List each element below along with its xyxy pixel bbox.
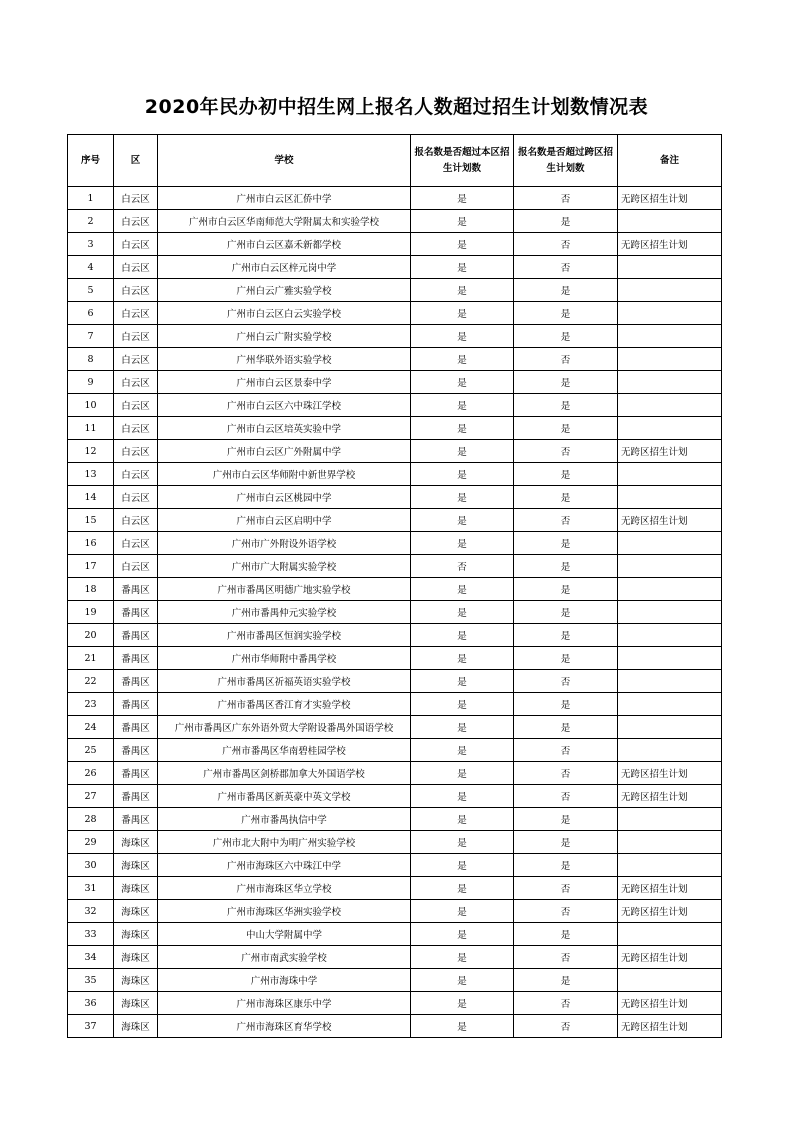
cell-note [618, 371, 722, 394]
cell-over-own-district: 是 [411, 670, 514, 693]
cell-over-cross-district: 是 [514, 647, 618, 670]
cell-over-own-district: 是 [411, 279, 514, 302]
cell-over-cross-district: 否 [514, 670, 618, 693]
cell-school: 广州市番禺区新英豪中英文学校 [158, 785, 411, 808]
cell-district: 番禺区 [114, 670, 158, 693]
cell-note: 无跨区招生计划 [618, 785, 722, 808]
cell-over-cross-district: 否 [514, 762, 618, 785]
cell-over-cross-district: 是 [514, 693, 618, 716]
cell-over-cross-district: 否 [514, 509, 618, 532]
cell-note: 无跨区招生计划 [618, 233, 722, 256]
cell-over-own-district: 是 [411, 808, 514, 831]
cell-no: 9 [68, 371, 114, 394]
cell-district: 白云区 [114, 256, 158, 279]
cell-note [618, 302, 722, 325]
cell-no: 28 [68, 808, 114, 831]
cell-over-cross-district: 是 [514, 854, 618, 877]
cell-school: 广州市番禺仲元实验学校 [158, 601, 411, 624]
cell-note [618, 601, 722, 624]
table-row [68, 923, 722, 946]
table-row [68, 371, 722, 394]
cell-over-own-district: 是 [411, 256, 514, 279]
cell-district: 白云区 [114, 371, 158, 394]
cell-over-own-district: 是 [411, 647, 514, 670]
cell-district: 海珠区 [114, 854, 158, 877]
cell-note [618, 647, 722, 670]
cell-no: 2 [68, 210, 114, 233]
cell-over-own-district: 是 [411, 509, 514, 532]
cell-over-own-district: 是 [411, 992, 514, 1015]
table-row [68, 900, 722, 923]
cell-school: 广州市番禺区剑桥郡加拿大外国语学校 [158, 762, 411, 785]
table-row [68, 762, 722, 785]
cell-note [618, 532, 722, 555]
cell-district: 白云区 [114, 348, 158, 371]
cell-no: 35 [68, 969, 114, 992]
cell-school: 广州市番禺区香江育才实验学校 [158, 693, 411, 716]
table-row [68, 325, 722, 348]
cell-school: 广州市番禺执信中学 [158, 808, 411, 831]
cell-over-own-district: 是 [411, 463, 514, 486]
cell-district: 海珠区 [114, 900, 158, 923]
cell-district: 白云区 [114, 233, 158, 256]
cell-district: 白云区 [114, 279, 158, 302]
cell-no: 12 [68, 440, 114, 463]
table-row [68, 624, 722, 647]
cell-over-cross-district: 否 [514, 233, 618, 256]
cell-note [618, 463, 722, 486]
cell-over-own-district: 是 [411, 900, 514, 923]
table-row [68, 808, 722, 831]
cell-no: 11 [68, 417, 114, 440]
cell-over-cross-district: 是 [514, 325, 618, 348]
table-row [68, 348, 722, 371]
cell-over-own-district: 是 [411, 762, 514, 785]
cell-no: 25 [68, 739, 114, 762]
table-row [68, 486, 722, 509]
header-district: 区 [114, 135, 158, 187]
cell-no: 17 [68, 555, 114, 578]
cell-no: 21 [68, 647, 114, 670]
cell-note [618, 578, 722, 601]
cell-over-cross-district: 是 [514, 601, 618, 624]
cell-note [618, 256, 722, 279]
cell-note [618, 624, 722, 647]
table-row [68, 877, 722, 900]
cell-district: 白云区 [114, 486, 158, 509]
table-row [68, 279, 722, 302]
cell-district: 白云区 [114, 187, 158, 210]
cell-note: 无跨区招生计划 [618, 440, 722, 463]
cell-no: 31 [68, 877, 114, 900]
cell-note [618, 831, 722, 854]
table-row [68, 256, 722, 279]
cell-over-own-district: 是 [411, 302, 514, 325]
cell-over-own-district: 是 [411, 831, 514, 854]
table-row [68, 417, 722, 440]
cell-school: 广州市白云区白云实验学校 [158, 302, 411, 325]
table-row [68, 647, 722, 670]
cell-district: 海珠区 [114, 877, 158, 900]
table-row [68, 739, 722, 762]
header-no: 序号 [68, 135, 114, 187]
cell-school: 广州市海珠中学 [158, 969, 411, 992]
cell-school: 广州市白云区启明中学 [158, 509, 411, 532]
header-over-cross-district: 报名数是否超过跨区招生计划数 [514, 135, 618, 187]
cell-school: 广州市白云区嘉禾新都学校 [158, 233, 411, 256]
cell-school: 广州市北大附中为明广州实验学校 [158, 831, 411, 854]
cell-note [618, 716, 722, 739]
cell-over-own-district: 是 [411, 578, 514, 601]
cell-no: 7 [68, 325, 114, 348]
cell-note [618, 210, 722, 233]
cell-district: 番禺区 [114, 624, 158, 647]
cell-district: 番禺区 [114, 578, 158, 601]
cell-no: 30 [68, 854, 114, 877]
cell-note: 无跨区招生计划 [618, 762, 722, 785]
table-row [68, 831, 722, 854]
cell-school: 广州市广外附设外语学校 [158, 532, 411, 555]
cell-over-own-district: 是 [411, 969, 514, 992]
cell-district: 白云区 [114, 417, 158, 440]
cell-over-own-district: 是 [411, 394, 514, 417]
cell-no: 10 [68, 394, 114, 417]
cell-district: 白云区 [114, 440, 158, 463]
cell-over-cross-district: 是 [514, 578, 618, 601]
cell-school: 广州白云广雅实验学校 [158, 279, 411, 302]
cell-over-cross-district: 是 [514, 210, 618, 233]
cell-over-own-district: 是 [411, 348, 514, 371]
cell-school: 广州市白云区六中珠江学校 [158, 394, 411, 417]
cell-no: 15 [68, 509, 114, 532]
table-row [68, 509, 722, 532]
cell-over-cross-district: 否 [514, 348, 618, 371]
cell-note: 无跨区招生计划 [618, 877, 722, 900]
cell-over-own-district: 是 [411, 325, 514, 348]
cell-school: 广州市海珠区华洲实验学校 [158, 900, 411, 923]
cell-district: 白云区 [114, 394, 158, 417]
cell-over-cross-district: 是 [514, 532, 618, 555]
cell-note [618, 555, 722, 578]
cell-district: 番禺区 [114, 762, 158, 785]
table-row [68, 187, 722, 210]
table-header-row [68, 135, 722, 187]
cell-note [618, 969, 722, 992]
cell-no: 6 [68, 302, 114, 325]
cell-over-own-district: 是 [411, 716, 514, 739]
cell-no: 34 [68, 946, 114, 969]
cell-no: 8 [68, 348, 114, 371]
header-note: 备注 [618, 135, 722, 187]
cell-note [618, 808, 722, 831]
cell-note [618, 417, 722, 440]
cell-school: 广州市白云区景泰中学 [158, 371, 411, 394]
cell-over-own-district: 是 [411, 624, 514, 647]
cell-note [618, 279, 722, 302]
cell-over-cross-district: 是 [514, 923, 618, 946]
cell-over-own-district: 是 [411, 187, 514, 210]
cell-note [618, 923, 722, 946]
cell-school: 广州市海珠区康乐中学 [158, 992, 411, 1015]
cell-school: 广州市华师附中番禺学校 [158, 647, 411, 670]
cell-note: 无跨区招生计划 [618, 900, 722, 923]
table-body [68, 187, 722, 1038]
header-school: 学校 [158, 135, 411, 187]
cell-no: 3 [68, 233, 114, 256]
cell-district: 海珠区 [114, 992, 158, 1015]
table-row [68, 670, 722, 693]
cell-note [618, 325, 722, 348]
enrollment-table [67, 134, 722, 1038]
table-row [68, 233, 722, 256]
cell-district: 白云区 [114, 325, 158, 348]
cell-school: 广州市白云区桃园中学 [158, 486, 411, 509]
cell-over-cross-district: 否 [514, 785, 618, 808]
cell-over-own-district: 是 [411, 877, 514, 900]
table-row [68, 302, 722, 325]
cell-over-own-district: 是 [411, 532, 514, 555]
cell-note [618, 394, 722, 417]
table-row [68, 555, 722, 578]
cell-district: 白云区 [114, 463, 158, 486]
cell-over-cross-district: 否 [514, 440, 618, 463]
table-row [68, 394, 722, 417]
cell-note [618, 693, 722, 716]
table-row [68, 969, 722, 992]
cell-no: 18 [68, 578, 114, 601]
cell-district: 白云区 [114, 210, 158, 233]
cell-no: 36 [68, 992, 114, 1015]
cell-note: 无跨区招生计划 [618, 187, 722, 210]
cell-district: 番禺区 [114, 785, 158, 808]
table-row [68, 578, 722, 601]
cell-over-own-district: 是 [411, 946, 514, 969]
cell-district: 白云区 [114, 509, 158, 532]
cell-school: 广州市白云区梓元岗中学 [158, 256, 411, 279]
cell-no: 22 [68, 670, 114, 693]
cell-school: 广州市白云区华师附中新世界学校 [158, 463, 411, 486]
cell-no: 33 [68, 923, 114, 946]
cell-over-cross-district: 否 [514, 877, 618, 900]
cell-school: 广州市广大附属实验学校 [158, 555, 411, 578]
cell-no: 14 [68, 486, 114, 509]
table-row [68, 1015, 722, 1038]
cell-note [618, 486, 722, 509]
cell-district: 白云区 [114, 532, 158, 555]
cell-note: 无跨区招生计划 [618, 992, 722, 1015]
cell-school: 广州市白云区广外附属中学 [158, 440, 411, 463]
cell-school: 广州市番禺区明德广地实验学校 [158, 578, 411, 601]
cell-school: 广州市白云区培英实验中学 [158, 417, 411, 440]
cell-over-own-district: 是 [411, 486, 514, 509]
cell-district: 海珠区 [114, 1015, 158, 1038]
cell-no: 5 [68, 279, 114, 302]
cell-over-cross-district: 是 [514, 394, 618, 417]
cell-over-own-district: 是 [411, 233, 514, 256]
cell-over-cross-district: 是 [514, 486, 618, 509]
cell-over-cross-district: 是 [514, 371, 618, 394]
cell-district: 番禺区 [114, 601, 158, 624]
cell-note [618, 739, 722, 762]
cell-district: 番禺区 [114, 716, 158, 739]
cell-over-own-district: 是 [411, 785, 514, 808]
cell-over-own-district: 是 [411, 923, 514, 946]
cell-school: 广州市番禺区华南碧桂园学校 [158, 739, 411, 762]
cell-school: 广州市海珠区育华学校 [158, 1015, 411, 1038]
cell-district: 海珠区 [114, 923, 158, 946]
cell-district: 白云区 [114, 555, 158, 578]
cell-over-cross-district: 否 [514, 1015, 618, 1038]
cell-note [618, 854, 722, 877]
cell-over-cross-district: 是 [514, 716, 618, 739]
cell-over-cross-district: 否 [514, 187, 618, 210]
cell-over-own-district: 是 [411, 440, 514, 463]
cell-no: 26 [68, 762, 114, 785]
cell-school: 广州白云广附实验学校 [158, 325, 411, 348]
cell-no: 23 [68, 693, 114, 716]
cell-district: 番禺区 [114, 693, 158, 716]
page-title: 2020年民办初中招生网上报名人数超过招生计划数情况表 [144, 96, 649, 118]
cell-school: 广州市番禺区恒润实验学校 [158, 624, 411, 647]
cell-over-cross-district: 否 [514, 900, 618, 923]
cell-no: 27 [68, 785, 114, 808]
table-row [68, 532, 722, 555]
cell-school: 广州市白云区华南师范大学附属太和实验学校 [158, 210, 411, 233]
table-row [68, 693, 722, 716]
cell-district: 海珠区 [114, 946, 158, 969]
table-row [68, 854, 722, 877]
cell-no: 13 [68, 463, 114, 486]
cell-district: 番禺区 [114, 647, 158, 670]
cell-school: 中山大学附属中学 [158, 923, 411, 946]
cell-over-own-district: 是 [411, 739, 514, 762]
cell-over-own-district: 否 [411, 555, 514, 578]
cell-no: 37 [68, 1015, 114, 1038]
cell-note [618, 348, 722, 371]
cell-over-cross-district: 是 [514, 279, 618, 302]
table-row [68, 785, 722, 808]
cell-over-cross-district: 是 [514, 417, 618, 440]
cell-no: 29 [68, 831, 114, 854]
table-row [68, 463, 722, 486]
cell-note: 无跨区招生计划 [618, 509, 722, 532]
cell-school: 广州市番禺区祈福英语实验学校 [158, 670, 411, 693]
cell-over-cross-district: 否 [514, 739, 618, 762]
cell-over-cross-district: 是 [514, 302, 618, 325]
cell-over-own-district: 是 [411, 210, 514, 233]
cell-over-cross-district: 否 [514, 256, 618, 279]
cell-over-cross-district: 否 [514, 992, 618, 1015]
cell-no: 4 [68, 256, 114, 279]
cell-no: 1 [68, 187, 114, 210]
cell-over-own-district: 是 [411, 693, 514, 716]
cell-school: 广州市海珠区六中珠江中学 [158, 854, 411, 877]
cell-over-cross-district: 是 [514, 624, 618, 647]
cell-no: 24 [68, 716, 114, 739]
table-row [68, 946, 722, 969]
cell-note [618, 670, 722, 693]
table-row [68, 716, 722, 739]
cell-note: 无跨区招生计划 [618, 1015, 722, 1038]
cell-district: 海珠区 [114, 831, 158, 854]
header-over-own-district: 报名数是否超过本区招生计划数 [411, 135, 514, 187]
table-row [68, 440, 722, 463]
cell-over-own-district: 是 [411, 1015, 514, 1038]
cell-over-cross-district: 是 [514, 831, 618, 854]
cell-district: 海珠区 [114, 969, 158, 992]
cell-over-own-district: 是 [411, 601, 514, 624]
cell-over-own-district: 是 [411, 371, 514, 394]
table-row [68, 992, 722, 1015]
cell-no: 16 [68, 532, 114, 555]
cell-school: 广州华联外语实验学校 [158, 348, 411, 371]
cell-over-cross-district: 是 [514, 463, 618, 486]
table-row [68, 210, 722, 233]
cell-over-cross-district: 否 [514, 946, 618, 969]
cell-no: 20 [68, 624, 114, 647]
cell-district: 番禺区 [114, 808, 158, 831]
cell-note: 无跨区招生计划 [618, 946, 722, 969]
cell-over-cross-district: 是 [514, 969, 618, 992]
cell-school: 广州市番禺区广东外语外贸大学附设番禺外国语学校 [158, 716, 411, 739]
cell-district: 番禺区 [114, 739, 158, 762]
cell-no: 32 [68, 900, 114, 923]
cell-school: 广州市白云区汇侨中学 [158, 187, 411, 210]
table-row [68, 601, 722, 624]
cell-over-own-district: 是 [411, 417, 514, 440]
cell-school: 广州市南武实验学校 [158, 946, 411, 969]
cell-district: 白云区 [114, 302, 158, 325]
cell-over-cross-district: 是 [514, 808, 618, 831]
cell-school: 广州市海珠区华立学校 [158, 877, 411, 900]
cell-over-cross-district: 是 [514, 555, 618, 578]
cell-no: 19 [68, 601, 114, 624]
cell-over-own-district: 是 [411, 854, 514, 877]
